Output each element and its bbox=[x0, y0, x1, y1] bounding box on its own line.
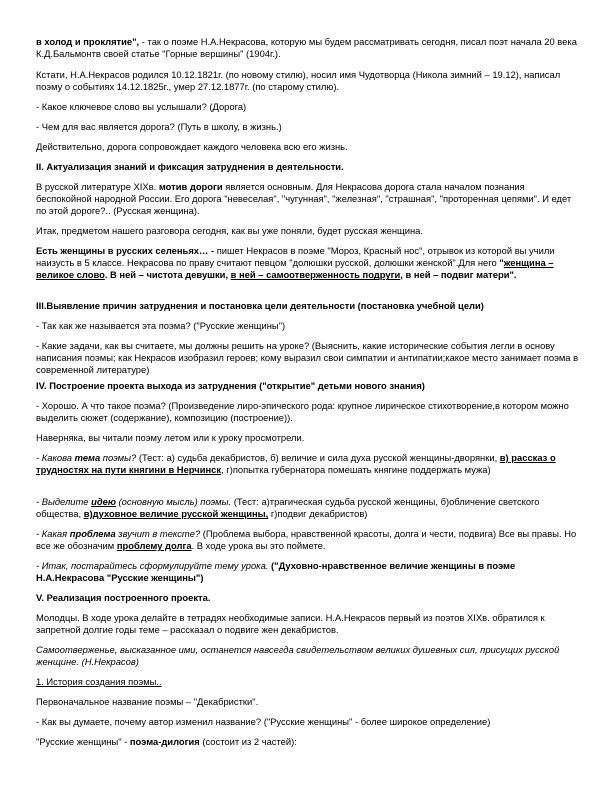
quote-fragment: в холод и проклятие", bbox=[36, 36, 140, 47]
poem-line: Есть женщины в русских селеньях… - bbox=[36, 245, 217, 256]
term-dilogy: поэма-дилогия bbox=[129, 736, 200, 747]
section-heading-3: III.Выявление причин затруднения и постановка цели деятельности (постановка учебной цели) bbox=[36, 300, 484, 311]
paragraph-lesson-topic bbox=[36, 560, 582, 584]
term-idea: идею bbox=[91, 496, 116, 507]
quote-bold: , в ней – подвиг матери". bbox=[400, 269, 517, 281]
correct-answer: в)духовное величие русской женщины, bbox=[83, 508, 269, 520]
text-fragment: - Итак, постарайтесь сформулируйте тему урока. bbox=[36, 560, 269, 571]
term-road-motif: мотив дороги bbox=[158, 181, 223, 192]
question-keyword: - Какое ключевое слово вы услышали? (Дорога) bbox=[36, 101, 247, 112]
quote-underlined: женщина – великое слово bbox=[36, 257, 554, 281]
paragraph-notes: Молодцы. В ходе урока делайте в тетрадях необходимые записи. Н.А.Некрасов первый из поэтов XIXв. обратился к запретной долгие годы теме – рассказал о подвиге жен декабристов. bbox=[36, 612, 545, 636]
question-title-change: - Как вы думаете, почему автор изменил название? ("Русские женщины" - более широкое определение) bbox=[36, 716, 491, 727]
correct-answer: в) рассказ о трудностях на пути княгини в Нерчинск bbox=[36, 452, 556, 476]
text-fragment: - Какова bbox=[36, 452, 75, 463]
text-fragment: - Какая bbox=[36, 528, 70, 539]
text-fragment: (Тест: а) судьба декабристов, б) величие и сила духа русской женщины-дворянки, bbox=[136, 452, 500, 463]
paragraph-read-summer: Наверняка, вы читали поэму летом или к уроку просмотрели. bbox=[36, 432, 305, 443]
quote-mark: " bbox=[499, 257, 504, 269]
text-fragment: (Проблема выбора, нравственной красоты, долга и чести, подвига) Все вы правы. Но все же обозначим bbox=[36, 528, 577, 552]
text-fragment: (состоит из 2 частей): bbox=[199, 736, 297, 747]
paragraph-poem-definition: - Хорошо. А что такое поэма? (Произведение лиро-эпического рода: крупное лирическое стихотворение,в котором можно выделить сюжет (содержание), композицию (построение)). bbox=[36, 400, 569, 424]
paragraph-nekrasov-dates: Кстати, Н.А.Некрасов родился 10.12.1821г. (по новому стилю), носил имя Чудотворца (Никола зимний – 19.12), написал поэму о событиях 14.12.1825г., умер 27.12.1877г. (по старому стилю). bbox=[36, 69, 561, 93]
subsection-heading-history: 1. История создания поэмы.. bbox=[36, 676, 162, 687]
text-fragment: "Русские женщины" - bbox=[36, 736, 130, 747]
term-duty-problem: проблему долга bbox=[116, 540, 192, 552]
text-fragment: (" bbox=[268, 560, 279, 571]
text-fragment: , г)попытка губернатора помешать княгине поддержать мужа) bbox=[221, 464, 491, 476]
text-fragment: является основным. Для Некрасова дорога стала началом познания беспокойной народной России. Его дорога "невеселая", "чугунная", "железная", "страшная", "проторенная цепями". И едет по этой дороге?.. (Русская женщина). bbox=[36, 181, 572, 217]
term-theme: тема bbox=[74, 452, 101, 463]
quote-attribution: - так о поэме Н.А.Некрасова, которую мы будем рассматривать сегодня, писал поэт начала 20 века К.Д.Бальмонтв своей статье "Горные вершины" (1904г.). bbox=[36, 36, 577, 60]
text-fragment: (Тест: а)трагическая судьба русской женщины, б)обличение светского общества, bbox=[36, 496, 540, 520]
text-fragment: (основную мысль) поэмы. bbox=[115, 496, 232, 507]
term-problem: проблема bbox=[69, 528, 116, 539]
text-fragment: пишет Некрасов в поэме "Мороз, Красный нос", отрывок из которой вы учили наизусть в 5 классе. Некрасова по праву считают певцом "долюшки русской, долюшки женской".Для него bbox=[36, 245, 555, 269]
text-fragment: В русской литературе XIXв. bbox=[36, 181, 159, 192]
question-idea bbox=[36, 496, 582, 520]
text-fragment: г)подвиг декабристов) bbox=[268, 508, 368, 520]
paragraph-road-motif bbox=[36, 181, 582, 218]
text-fragment: - Выделите bbox=[36, 496, 92, 507]
paragraph-road-life: Действительно, дорога сопровождает каждого человека всю его жизнь. bbox=[36, 141, 348, 152]
quote-underlined: в ней – самоотверженность подруги bbox=[230, 269, 401, 281]
paragraph-original-title: Первоначальное название поэмы – "Декабристки". bbox=[36, 696, 259, 707]
paragraph-intro-quote bbox=[36, 36, 582, 60]
lesson-topic: Духовно-нравственное величие женщины в поэме Н.А.Некрасова "Русские женщины") bbox=[36, 560, 516, 584]
paragraph-lesson-tasks: - Какие задачи, как вы считаете, мы должны решить на уроке? (Выяснить, какие исторические события легли в основу написания поэмы; как Некрасов изобразил героев; кому выразил свои симпатии и антипатии;какое место занимает поэма в современной литературе) bbox=[36, 340, 579, 376]
paragraph-topic: Итак, предметом нашего разговора сегодня, как вы уже поняли, будет русская женщина. bbox=[36, 225, 423, 236]
text-fragment: . В ходе урока вы это поймете. bbox=[191, 540, 326, 552]
question-poem-title: - Так как же называется эта поэма? ("Русские женщины") bbox=[36, 320, 286, 331]
text-fragment: звучит в тексте? bbox=[115, 528, 201, 539]
paragraph-russian-women bbox=[36, 245, 582, 282]
text-fragment: поэмы? bbox=[100, 452, 137, 463]
question-road: - Чем для вас является дорога? (Путь в школу, в жизнь.) bbox=[36, 121, 282, 132]
paragraph-dilogy bbox=[36, 736, 582, 748]
section-heading-2: II. Актуализация знаний и фиксация затруднения в деятельности. bbox=[36, 161, 344, 172]
section-heading-4: IV. Построение проекта выхода из затруднения ("открытие" детьми нового знания) bbox=[36, 380, 425, 391]
section-heading-5: V. Реализация построенного проекта. bbox=[36, 592, 211, 603]
epigraph-quote: Самоотверженье, высказанное ими, останется навсегда свидетельством великих душевных сил, присущих русской женщине. (Н.Некрасов) bbox=[36, 644, 560, 668]
quote-bold: . В ней – чистота девушки, bbox=[104, 269, 231, 281]
question-problem bbox=[36, 528, 582, 552]
question-theme bbox=[36, 452, 582, 476]
